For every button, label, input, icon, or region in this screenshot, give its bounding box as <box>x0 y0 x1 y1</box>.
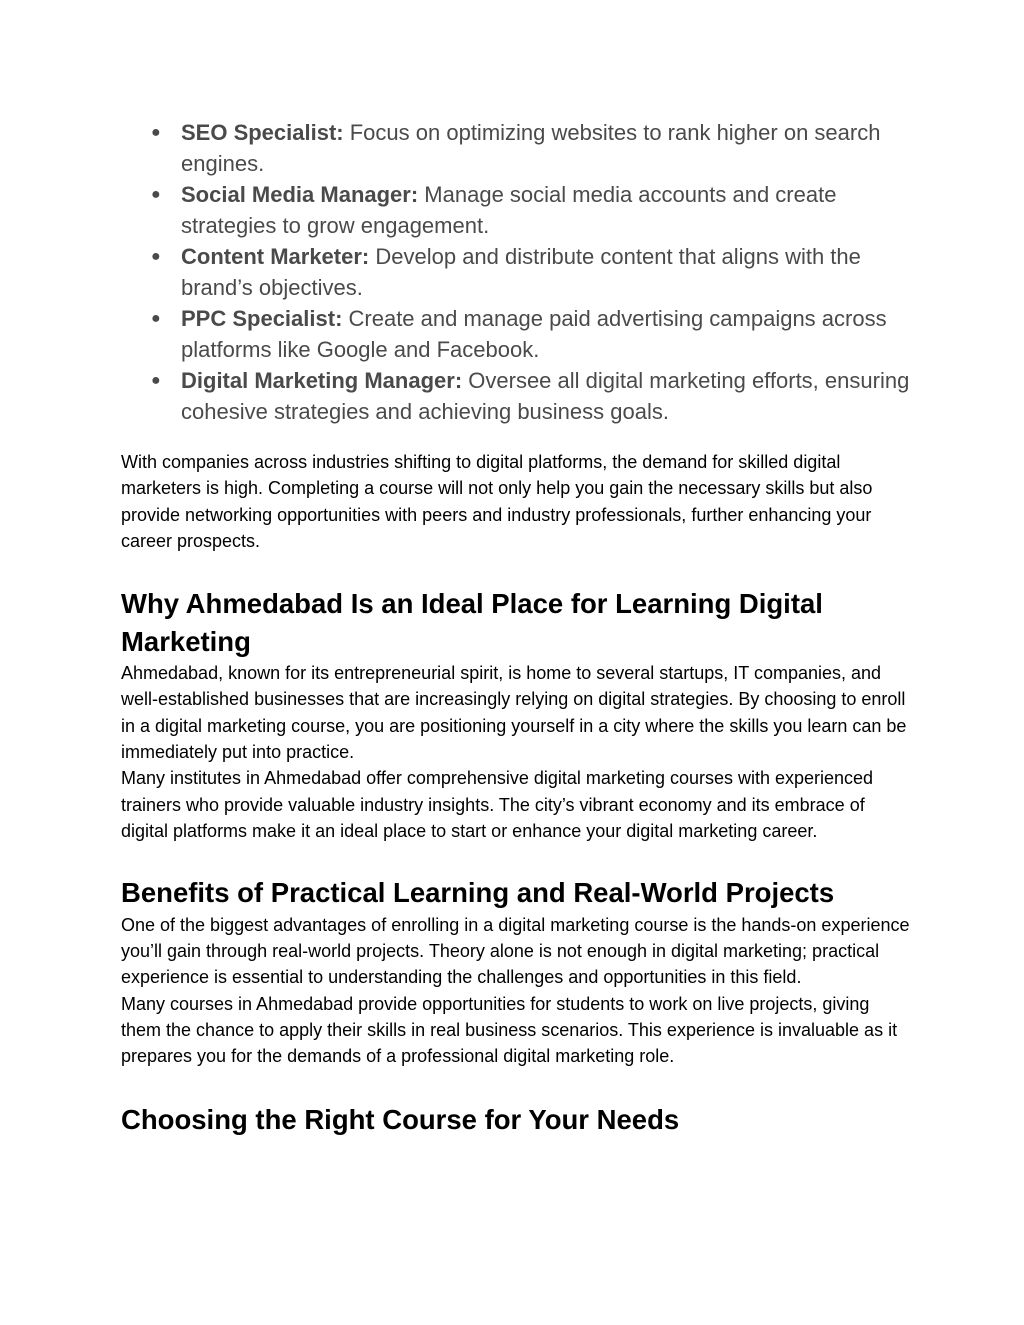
role-description: Oversee all digital marketing efforts, ensuring cohesive strategies and achieving business goals. <box>181 368 910 424</box>
role-title: Content Marketer: <box>181 244 370 269</box>
role-description: Manage social media accounts and create strategies to grow engagement. <box>181 182 837 238</box>
benefits-paragraph-1: One of the biggest advantages of enrolling in a digital marketing course is the hands-on experience you’ll gain through real-world projects. Theory alone is not enough in digital marketing; practical experience is essential to understanding the challenges and opportunities in this field. <box>121 914 910 988</box>
role-title: SEO Specialist: <box>181 120 344 145</box>
why-ahmedabad-paragraph-1: Ahmedabad, known for its entrepreneurial spirit, is home to several startups, IT companies, and well-established businesses that are increasingly relying on digital strategies. By choosing to enroll in a digital marketing course, you are positioning yourself in a city where the skills you learn can be immediately put into practice. <box>121 663 907 763</box>
section-heading-choosing-course: Choosing the Right Course for Your Needs <box>121 1103 680 1135</box>
section-heading-why-ahmedabad: Why Ahmedabad Is an Ideal Place for Learning Digital Marketing <box>121 588 823 657</box>
why-ahmedabad-paragraph-2: Many institutes in Ahmedabad offer comprehensive digital marketing courses with experienced trainers who provide valuable industry insights. The city’s vibrant economy and its embrace of digital platforms make it an ideal place to start or enhance your digital marketing career. <box>121 768 874 841</box>
role-title: Digital Marketing Manager: <box>181 368 463 393</box>
list-item <box>121 365 911 427</box>
list-item <box>121 241 911 303</box>
benefits-paragraph-2: Many courses in Ahmedabad provide opportunities for students to work on live projects, giving them the chance to apply their skills in real business scenarios. This experience is invaluable as it prepares you for the demands of a professional digital marketing role. <box>121 993 898 1067</box>
role-description: Create and manage paid advertising campaigns across platforms like Google and Facebook. <box>181 306 887 362</box>
bullet-icon: ● <box>151 372 161 389</box>
role-title: PPC Specialist: <box>181 306 343 331</box>
bullet-icon: ● <box>151 186 161 203</box>
list-item <box>121 179 911 241</box>
bullet-icon: ● <box>151 310 161 327</box>
role-title: Social Media Manager: <box>181 182 419 207</box>
section-heading-benefits: Benefits of Practical Learning and Real-World Projects <box>121 877 835 909</box>
document-page <box>121 117 911 1138</box>
intro-paragraph: With companies across industries shifting to digital platforms, the demand for skilled digital marketers is high. Completing a course will not only help you gain the necessary skills but also provide networking opportunities with peers and industry professionals, further enhancing your career prospects. <box>121 452 873 551</box>
list-item <box>121 117 911 179</box>
bullet-icon: ● <box>151 248 161 265</box>
role-description: Develop and distribute content that aligns with the brand’s objectives. <box>181 244 861 300</box>
role-description: Focus on optimizing websites to rank higher on search engines. <box>181 120 881 176</box>
list-item <box>121 303 911 365</box>
career-roles-list <box>121 117 911 427</box>
bullet-icon: ● <box>151 124 161 141</box>
